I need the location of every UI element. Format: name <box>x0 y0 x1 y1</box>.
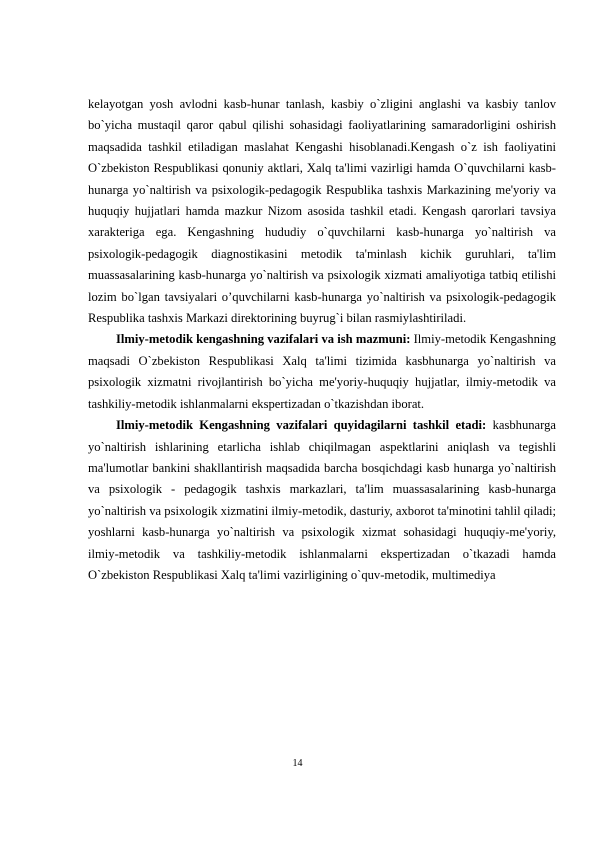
paragraph-2-text: Ilmiy-metodik Kengashning maqsadi O`zbekiston Respublikasi Xalq ta'limi tizimida kasbhunarga yo`naltirish va psixologik xizmatni rivojlantirish bo`yicha me'yoriy-huquqiy hujjatlar, ilmiy-metodik va tashkiliy-metodik ishlanmalarni ekspertizadan o`tkazishdan iborat. <box>88 332 556 411</box>
paragraph-3 <box>88 415 556 586</box>
paragraph-2 <box>88 329 556 415</box>
paragraph-3-text: kasbhunarga yo`naltirish ishlarining etarlicha ishlab chiqilmagan aspektlarini aniqlash va tegishli ma'lumotlar bankini shakllantirish maqsadida barcha bosqichdagi kasb hunarga yo`naltirish va psixologik - pedagogik tashxis markazlari, ta'lim muassasalarining kasb-hunarga yo`naltirish va psixologik xizmatini ilmiy-metodik, dasturiy, axborot ta'minotini tahlil qiladi; yoshlarni kasb-hunarga yo`naltirish va psixologik xizmat sohasidagi huquqiy-me'yoriy, ilmiy-metodik va tashkiliy-metodik ishlanmalarni ekspertizadan o`tkazadi hamda O`zbekiston Respublikasi Xalq ta'limi vazirligining o`quv-metodik, multimediya <box>88 418 556 582</box>
paragraph-1-text: kelayotgan yosh avlodni kasb-hunar tanlash, kasbiy o`zligini anglashi va kasbiy tanlov bo`yicha mustaqil qaror qabul qilishi sohasidagi faoliyatlarining samaradorligini oshirish maqsadida tashkil etiladigan maslahat Kengashi hisoblanadi.Kengash o`z ish faoliyatini O`zbekiston Respublikasi qonuniy aktlari, Xalq ta'limi vazirligi hamda O`quvchilarni kasb-hunarga yo`naltirish va psixologik-pedagogik Respublika tashxis Markazining me'yoriy va huquqiy hujjatlari hamda mazkur Nizom asosida tashkil etadi. Kengash qarorlari tavsiya xarakteriga ega. Kengashning hududiy o`quvchilarni kasb-hunarga yo`naltirish va psixologik-pedagogik diagnostikasini metodik ta'minlash kichik guruhlari, ta'lim muassasalarining kasb-hunarga yo`naltirish va psixologik xizmati amaliyotiga tatbiq etilishi lozim bo`lgan tavsiyalari o’quvchilarni kasb-hunarga yo`naltirish va psixologik-pedagogik Respublika tashxis Markazi direktorining buyrug`i bilan rasmiylashtiriladi. <box>88 97 556 326</box>
paragraph-1 <box>88 94 556 329</box>
paragraph-2-heading: Ilmiy-metodik kengashning vazifalari va ish mazmuni: <box>116 332 411 347</box>
body-text <box>88 94 556 586</box>
page-number: 14 <box>292 758 303 769</box>
paragraph-3-heading: Ilmiy-metodik Kengashning vazifalari quyidagilarni tashkil etadi: <box>116 418 487 433</box>
